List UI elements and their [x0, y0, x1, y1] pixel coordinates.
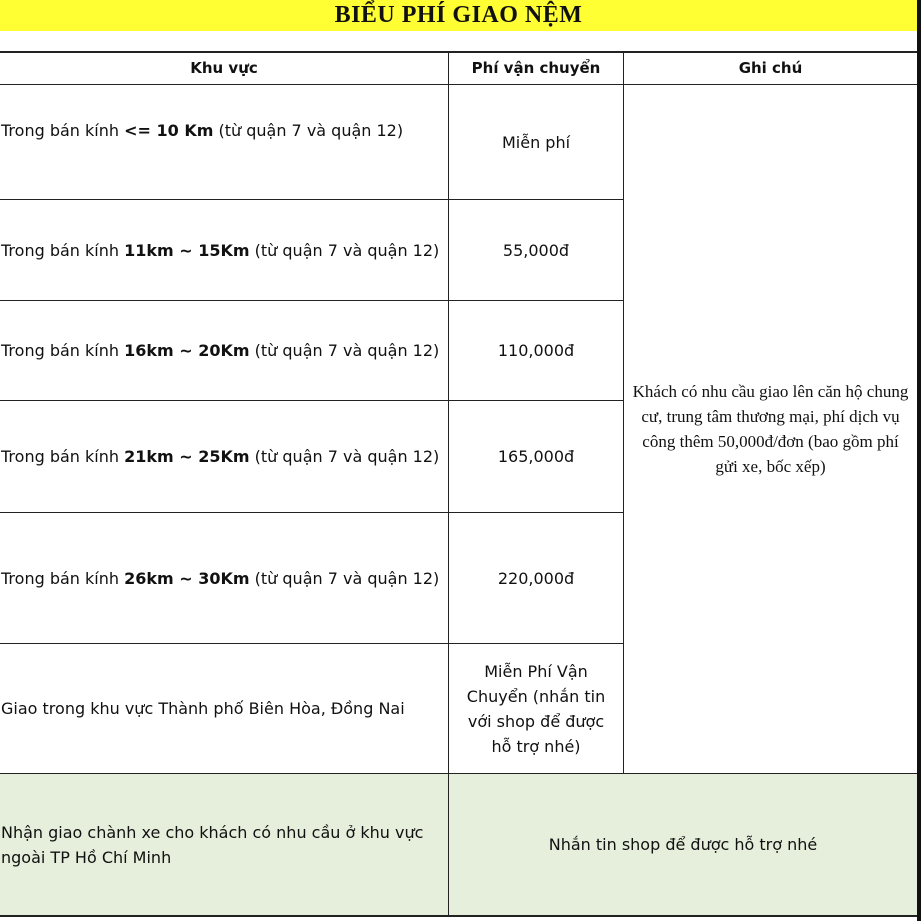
- row-3-fee: 110,000đ: [497, 341, 575, 360]
- grid-line: [0, 915, 917, 917]
- row-5-fee: 220,000đ: [497, 568, 575, 588]
- row-1-area-text: Trong bán kính <= 10 Km (từ quận 7 và quận 12): [1, 120, 404, 140]
- row-5-area: [0, 513, 448, 643]
- note-cell: Khách có nhu cầu giao lên căn hộ chung cư, trung tâm thương mại, phí dịch vụ công thêm 50,000đ/đơn (bao gồm phí gửi xe, bốc xếp): [632, 382, 909, 476]
- row-4-area-text: Trong bán kính 21km ~ 25Km (từ quận 7 và quận 12): [1, 447, 440, 466]
- row-4-fee: 165,000đ: [497, 447, 575, 466]
- title-spacer: [0, 31, 917, 51]
- row-1-fee: Miễn phí: [501, 132, 571, 152]
- bienhoa-area: Giao trong khu vực Thành phố Biên Hòa, Đồng Nai: [1, 699, 405, 718]
- header-fee: Phí vận chuyển: [471, 59, 601, 77]
- right-border: [917, 0, 921, 921]
- row-2-area: [0, 200, 448, 300]
- row-1-area: [0, 85, 448, 175]
- row-4-area: [0, 401, 448, 512]
- row-3-area: [0, 301, 448, 400]
- bienhoa-fee: Miễn Phí Vận Chuyển (nhắn tin với shop để được hỗ trợ nhé): [466, 661, 606, 756]
- page-title: BIỂU PHÍ GIAO NỆM: [0, 0, 917, 31]
- row-3-area-text: Trong bán kính 16km ~ 20Km (từ quận 7 và quận 12): [1, 341, 440, 360]
- outside-area: Nhận giao chành xe cho khách có nhu cầu ở khu vực ngoài TP Hồ Chí Minh: [1, 822, 424, 867]
- header-note: Ghi chú: [738, 59, 803, 77]
- row-2-fee: 55,000đ: [502, 240, 570, 260]
- outside-message: Nhắn tin shop để được hỗ trợ nhé: [548, 835, 818, 854]
- header-area: Khu vực: [190, 59, 258, 77]
- row-2-area-text: Trong bán kính 11km ~ 15Km (từ quận 7 và quận 12): [1, 240, 440, 260]
- row-5-area-text: Trong bán kính 26km ~ 30Km (từ quận 7 và quận 12): [1, 568, 440, 588]
